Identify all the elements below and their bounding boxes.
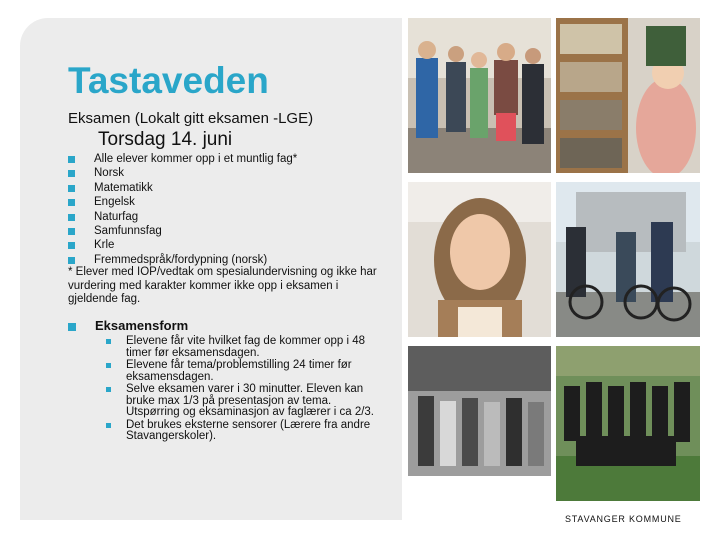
subject-list (68, 152, 390, 267)
library-photo (556, 18, 700, 173)
footer-brand: STAVANGER KOMMUNE (565, 514, 682, 524)
bullet-square-icon (68, 242, 75, 249)
bullet-square-icon (106, 387, 111, 392)
bullet-square-icon (68, 170, 75, 177)
exam-form-heading: Eksamensform (68, 318, 188, 333)
subject-item: Samfunnsfag (68, 224, 390, 238)
bullet-square-icon (68, 185, 75, 192)
bullet-square-icon (106, 363, 111, 368)
bullet-square-icon (68, 257, 75, 264)
exam-form-item: Det brukes eksterne sensorer (Lærere fra andre Stavangerskoler). (106, 420, 388, 443)
subject-item: Krle (68, 238, 390, 252)
students-hallway-photo (408, 18, 551, 173)
subject-item: Fremmedspråk/fordypning (norsk) (68, 253, 390, 267)
bullet-square-icon (68, 199, 75, 206)
subject-item: Norsk (68, 166, 390, 180)
subject-item: Matematikk (68, 181, 390, 195)
bullet-square-icon (68, 228, 75, 235)
page-subtitle: Eksamen (Lokalt gitt eksamen -LGE) (68, 110, 314, 127)
exam-date: Torsdag 14. juni (98, 129, 233, 150)
bullet-square-icon (106, 339, 111, 344)
exam-form-item: Elevene får tema/problemstilling 24 timer før eksamensdagen. (106, 360, 388, 383)
exam-form-item: Selve eksamen varer i 30 minutter. Eleven kan bruke max 1/3 på presentasjon av tema. Utspørring og eksaminasjon av faglærer i ca 2/3. (106, 384, 388, 419)
football-team-photo (556, 346, 700, 501)
subject-item: Naturfag (68, 210, 390, 224)
bullet-square-icon (68, 156, 75, 163)
student-portrait-photo (408, 182, 551, 337)
students-bicycles-photo (556, 182, 700, 337)
school-event-photo (408, 346, 551, 476)
exam-form-item: Elevene får vite hvilket fag de kommer opp i 48 timer før eksamensdagen. (106, 336, 388, 359)
page-title: Tastaveden (68, 60, 269, 101)
subject-item: Alle elever kommer opp i et muntlig fag* (68, 152, 390, 166)
exam-form-list (106, 336, 388, 444)
footnote: * Elever med IOP/vedtak om spesialundervisning og ikke har vurdering med karakter kommer ikke opp i eksamen i gjeldende fag. (68, 266, 377, 306)
bullet-square-icon (106, 423, 111, 428)
bullet-square-icon (68, 214, 75, 221)
subject-item: Engelsk (68, 195, 390, 209)
bullet-square-icon (68, 323, 76, 331)
